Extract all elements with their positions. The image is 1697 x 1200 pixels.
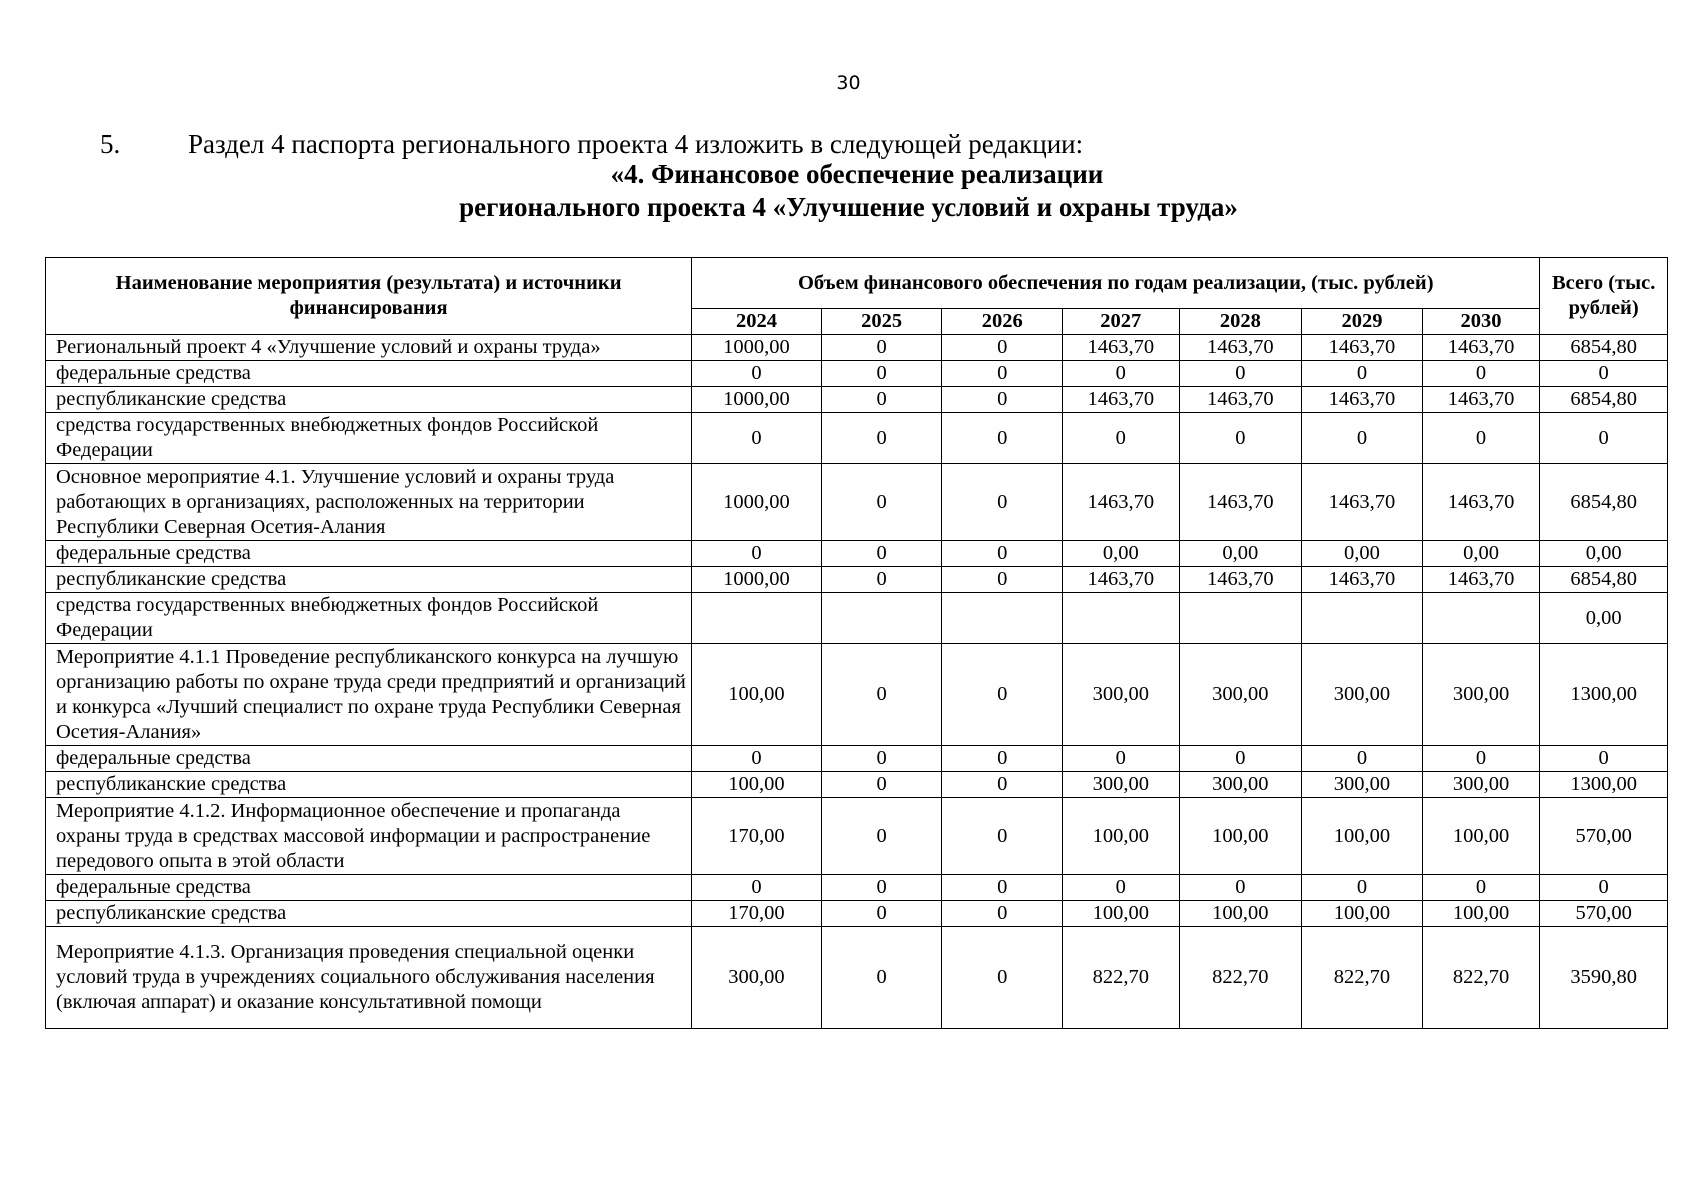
cell-year-value: 1463,70 <box>1179 464 1302 541</box>
cell-total: 6854,80 <box>1540 387 1668 413</box>
table-header <box>46 258 1668 335</box>
page-number: 30 <box>836 72 861 94</box>
row-label: средства государственных внебюджетных фондов Российской Федерации <box>46 593 692 644</box>
cell-year-value: 300,00 <box>1302 772 1423 798</box>
header-year: 2027 <box>1062 309 1179 335</box>
cell-year-value: 300,00 <box>1422 644 1540 746</box>
table-row <box>46 361 1668 387</box>
row-label: республиканские средства <box>46 901 692 927</box>
row-label: федеральные средства <box>46 875 692 901</box>
cell-year-value: 822,70 <box>1179 927 1302 1029</box>
cell-year-value: 0 <box>692 875 822 901</box>
cell-year-value: 0 <box>942 464 1063 541</box>
row-label: средства государственных внебюджетных фондов Российской Федерации <box>46 413 692 464</box>
cell-year-value: 1463,70 <box>1302 567 1423 593</box>
table-row <box>46 644 1668 746</box>
cell-total: 1300,00 <box>1540 772 1668 798</box>
cell-year-value: 300,00 <box>1062 772 1179 798</box>
table-row <box>46 901 1668 927</box>
cell-year-value: 0 <box>1062 413 1179 464</box>
cell-total: 0 <box>1540 413 1668 464</box>
cell-year-value: 0 <box>942 901 1063 927</box>
cell-year-value: 0 <box>821 361 942 387</box>
row-label: республиканские средства <box>46 387 692 413</box>
table-row <box>46 875 1668 901</box>
cell-year-value: 0 <box>1179 875 1302 901</box>
cell-year-value: 0 <box>821 901 942 927</box>
section-title-line-1: «4. Финансовое обеспечение реализации <box>610 159 1104 189</box>
cell-year-value: 300,00 <box>1302 644 1423 746</box>
cell-year-value: 0,00 <box>1179 541 1302 567</box>
table-row <box>46 387 1668 413</box>
header-year: 2024 <box>692 309 822 335</box>
cell-year-value: 1463,70 <box>1062 567 1179 593</box>
cell-year-value: 300,00 <box>1062 644 1179 746</box>
cell-year-value: 100,00 <box>1422 901 1540 927</box>
cell-year-value: 0 <box>942 875 1063 901</box>
cell-year-value: 0 <box>942 361 1063 387</box>
cell-year-value <box>1302 593 1423 644</box>
cell-year-value <box>942 593 1063 644</box>
row-label: федеральные средства <box>46 361 692 387</box>
row-label: Основное мероприятие 4.1. Улучшение условий и охраны труда работающих в организациях, расположенных на территории Республики Северная Осетия-Алания <box>46 464 692 541</box>
cell-year-value: 300,00 <box>692 927 822 1029</box>
table-row <box>46 335 1668 361</box>
row-label: Мероприятие 4.1.1 Проведение республиканского конкурса на лучшую организацию работы по охране труда среди предприятий и организаций и конкурса «Лучший специалист по охране труда Республики Северная Осетия-Алания» <box>46 644 692 746</box>
header-year: 2025 <box>821 309 942 335</box>
cell-total: 0,00 <box>1540 593 1668 644</box>
row-label: федеральные средства <box>46 746 692 772</box>
header-year: 2028 <box>1179 309 1302 335</box>
header-year: 2026 <box>942 309 1063 335</box>
cell-year-value: 0 <box>692 413 822 464</box>
cell-year-value: 1000,00 <box>692 464 822 541</box>
cell-year-value: 0,00 <box>1422 541 1540 567</box>
cell-year-value: 0 <box>1422 361 1540 387</box>
cell-year-value: 1463,70 <box>1062 387 1179 413</box>
header-name-column: Наименование мероприятия (результата) и источники финансирования <box>46 258 692 335</box>
cell-total: 1300,00 <box>1540 644 1668 746</box>
instruction-text: Раздел 4 паспорта регионального проекта 4 изложить в следующей редакции: <box>188 129 1084 159</box>
table-row <box>46 413 1668 464</box>
cell-total: 6854,80 <box>1540 464 1668 541</box>
cell-year-value: 0 <box>1302 746 1423 772</box>
row-label: Региональный проект 4 «Улучшение условий и охраны труда» <box>46 335 692 361</box>
section-title-line-2: регионального проекта 4 «Улучшение условий и охраны труда» <box>459 192 1238 222</box>
cell-year-value: 1463,70 <box>1179 335 1302 361</box>
cell-year-value: 0 <box>821 464 942 541</box>
cell-year-value: 0 <box>942 541 1063 567</box>
cell-year-value: 170,00 <box>692 798 822 875</box>
cell-year-value: 0 <box>942 798 1063 875</box>
table-row <box>46 593 1668 644</box>
cell-year-value: 0 <box>821 567 942 593</box>
cell-year-value: 0 <box>1422 875 1540 901</box>
cell-year-value: 0 <box>1302 875 1423 901</box>
cell-total: 6854,80 <box>1540 335 1668 361</box>
cell-year-value: 0 <box>821 644 942 746</box>
cell-year-value: 822,70 <box>1062 927 1179 1029</box>
cell-year-value: 100,00 <box>1302 798 1423 875</box>
cell-year-value: 0 <box>942 567 1063 593</box>
cell-total: 3590,80 <box>1540 927 1668 1029</box>
cell-year-value: 0 <box>821 746 942 772</box>
row-label: республиканские средства <box>46 772 692 798</box>
cell-total: 0 <box>1540 746 1668 772</box>
cell-year-value: 1463,70 <box>1422 464 1540 541</box>
cell-year-value: 1000,00 <box>692 387 822 413</box>
cell-year-value: 170,00 <box>692 901 822 927</box>
instruction-number: 5. <box>100 129 121 159</box>
cell-year-value: 1000,00 <box>692 335 822 361</box>
cell-year-value: 0 <box>942 927 1063 1029</box>
table-body <box>46 335 1668 1029</box>
cell-year-value <box>692 593 822 644</box>
cell-year-value: 0 <box>1062 746 1179 772</box>
cell-year-value: 100,00 <box>1062 798 1179 875</box>
cell-year-value <box>1179 593 1302 644</box>
cell-year-value: 0 <box>942 387 1063 413</box>
instruction-paragraph <box>100 128 1083 160</box>
cell-year-value: 0 <box>821 772 942 798</box>
cell-year-value: 0 <box>1302 361 1423 387</box>
header-volume: Объем финансового обеспечения по годам реализации, (тыс. рублей) <box>692 258 1540 309</box>
cell-year-value: 1463,70 <box>1302 464 1423 541</box>
header-total: Всего (тыс. рублей) <box>1540 258 1668 335</box>
table-row <box>46 927 1668 1029</box>
cell-year-value: 0 <box>942 413 1063 464</box>
cell-year-value: 100,00 <box>1062 901 1179 927</box>
cell-year-value: 0 <box>692 361 822 387</box>
cell-total: 0,00 <box>1540 541 1668 567</box>
cell-year-value: 1000,00 <box>692 567 822 593</box>
table-row <box>46 464 1668 541</box>
cell-year-value: 0 <box>1422 413 1540 464</box>
cell-year-value: 0 <box>692 746 822 772</box>
table-row <box>46 567 1668 593</box>
cell-year-value: 100,00 <box>1179 798 1302 875</box>
row-label: Мероприятие 4.1.2. Информационное обеспечение и пропаганда охраны труда в средствах массовой информации и распространение передового опыта в этой области <box>46 798 692 875</box>
cell-total: 570,00 <box>1540 901 1668 927</box>
table-row <box>46 772 1668 798</box>
cell-year-value: 0 <box>1422 746 1540 772</box>
cell-year-value: 0 <box>821 927 942 1029</box>
cell-year-value: 300,00 <box>1179 644 1302 746</box>
financing-table <box>45 257 1668 1029</box>
cell-year-value: 100,00 <box>692 644 822 746</box>
cell-year-value: 0 <box>692 541 822 567</box>
cell-total: 6854,80 <box>1540 567 1668 593</box>
cell-total: 0 <box>1540 875 1668 901</box>
cell-year-value: 1463,70 <box>1422 335 1540 361</box>
header-year: 2030 <box>1422 309 1540 335</box>
row-label: федеральные средства <box>46 541 692 567</box>
cell-year-value: 0 <box>821 798 942 875</box>
cell-year-value: 100,00 <box>1179 901 1302 927</box>
cell-year-value: 0 <box>821 335 942 361</box>
cell-total: 0 <box>1540 361 1668 387</box>
cell-year-value: 1463,70 <box>1062 335 1179 361</box>
cell-year-value: 100,00 <box>692 772 822 798</box>
cell-year-value: 1463,70 <box>1179 387 1302 413</box>
cell-year-value: 0,00 <box>1302 541 1423 567</box>
cell-total: 570,00 <box>1540 798 1668 875</box>
cell-year-value: 1463,70 <box>1302 387 1423 413</box>
cell-year-value: 0 <box>821 413 942 464</box>
cell-year-value: 0 <box>1302 413 1423 464</box>
cell-year-value: 300,00 <box>1422 772 1540 798</box>
table-row <box>46 746 1668 772</box>
cell-year-value: 0 <box>1179 746 1302 772</box>
cell-year-value: 822,70 <box>1422 927 1540 1029</box>
cell-year-value: 0 <box>942 335 1063 361</box>
cell-year-value: 1463,70 <box>1062 464 1179 541</box>
cell-year-value <box>821 593 942 644</box>
cell-year-value: 0 <box>1179 413 1302 464</box>
table-row <box>46 541 1668 567</box>
cell-year-value: 1463,70 <box>1422 567 1540 593</box>
cell-year-value: 0 <box>942 746 1063 772</box>
cell-year-value: 0,00 <box>1062 541 1179 567</box>
cell-year-value: 0 <box>821 387 942 413</box>
cell-year-value: 1463,70 <box>1422 387 1540 413</box>
cell-year-value: 100,00 <box>1302 901 1423 927</box>
cell-year-value: 0 <box>821 541 942 567</box>
cell-year-value: 0 <box>942 644 1063 746</box>
cell-year-value: 300,00 <box>1179 772 1302 798</box>
table-row <box>46 798 1668 875</box>
cell-year-value: 822,70 <box>1302 927 1423 1029</box>
cell-year-value <box>1062 593 1179 644</box>
cell-year-value: 0 <box>1179 361 1302 387</box>
cell-year-value: 0 <box>1062 875 1179 901</box>
cell-year-value: 1463,70 <box>1302 335 1423 361</box>
cell-year-value: 0 <box>821 875 942 901</box>
cell-year-value: 1463,70 <box>1179 567 1302 593</box>
cell-year-value: 0 <box>942 772 1063 798</box>
row-label: Мероприятие 4.1.3. Организация проведения специальной оценки условий труда в учреждениях социального обслуживания населения (включая аппарат) и оказание консультативной помощи <box>46 927 692 1029</box>
row-label: республиканские средства <box>46 567 692 593</box>
cell-year-value <box>1422 593 1540 644</box>
cell-year-value: 100,00 <box>1422 798 1540 875</box>
header-year: 2029 <box>1302 309 1423 335</box>
section-title <box>0 158 1697 224</box>
cell-year-value: 0 <box>1062 361 1179 387</box>
